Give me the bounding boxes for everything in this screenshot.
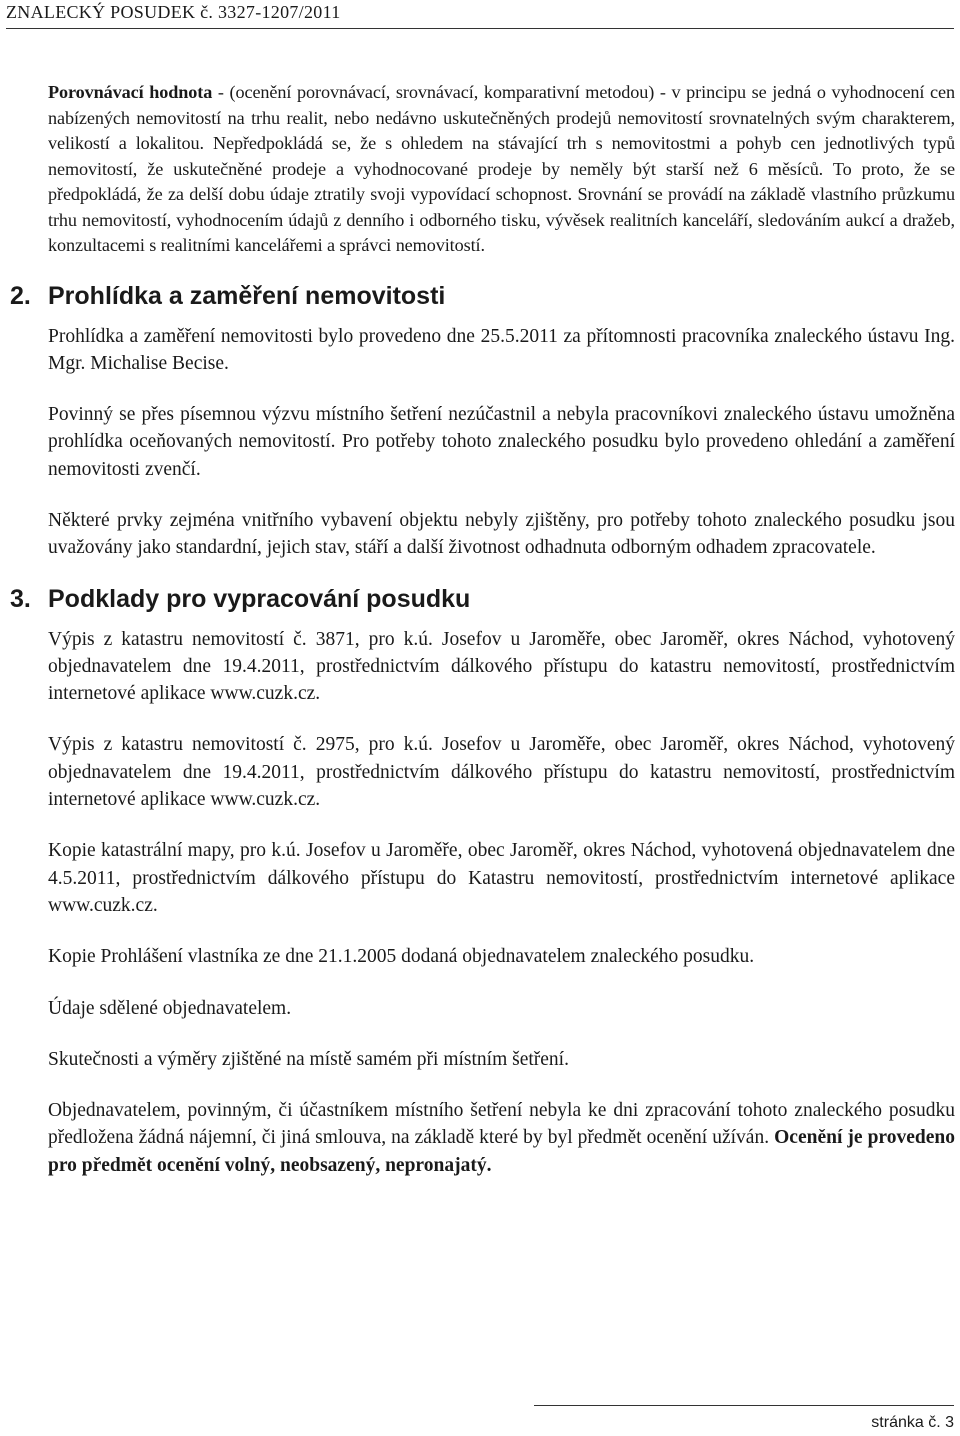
- page-number-label: stránka č. 3: [871, 1414, 954, 1431]
- page-content: [10, 80, 955, 1179]
- final-paragraph-text: Objednavatelem, povinným, či účastníkem místního šetření nebyla ke dni zpracování tohoto znaleckého posudku předložena žádná nájemní, či jiná smlouva, na základě které by byl předmět ocenění užíván.: [48, 1100, 955, 1149]
- section-2-paragraph: Povinný se přes písemnou výzvu místního šetření nezúčastnil a nebyla pracovníkovi znaleckého ústavu umožněna prohlídka oceňovaných nemovitostí. Pro potřeby tohoto znaleckého posudku bylo provedeno ohledání a zaměření nemovitosti zvenčí.: [48, 404, 955, 480]
- section-2-title: Prohlídka a zaměření nemovitosti: [48, 281, 446, 310]
- final-paragraph-bold: Ocenění je provedeno pro předmět ocenění volný, neobsazený, nepronajatý.: [48, 1127, 955, 1176]
- section-2-paragraph: Prohlídka a zaměření nemovitosti bylo provedeno dne 25.5.2011 za přítomnosti pracovníka znaleckého ústavu Ing. Mgr. Michalise Becise.: [48, 325, 955, 374]
- page-footer: [534, 1405, 954, 1432]
- section-2-paragraph: Některé prvky zejména vnitřního vybavení objektu nebyly zjištěny, pro potřeby tohoto znaleckého posudku jsou uvažovány jako standardní, jejich stav, stáří a další životnost odhadnuta odborným odhadem zpracovatele.: [48, 509, 955, 559]
- section-3-paragraph: Kopie Prohlášení vlastníka ze dne 21.1.2005 dodaná objednavatelem znaleckého posudku.: [48, 946, 755, 968]
- section-3-paragraph: Výpis z katastru nemovitostí č. 3871, pro k.ú. Josefov u Jaroměře, obec Jaroměř, okres Náchod, vyhotovený objednavatelem dne 19.4.2011, prostřednictvím dálkového přístupu do katastru nemovitostí, prostřednictvím internetové aplikace www.cuzk.cz.: [48, 628, 955, 705]
- section-3-final-paragraph: [48, 1097, 955, 1179]
- section-3-title: Podklady pro vypracování posudku: [48, 584, 471, 613]
- section-2-number: 2.: [10, 281, 31, 310]
- document-header: [6, 2, 954, 29]
- section-2-heading: [10, 281, 955, 311]
- intro-paragraph: [48, 80, 955, 259]
- section-3-heading: [10, 584, 955, 614]
- header-title: ZNALECKÝ POSUDEK č. 3327-1207/2011: [6, 2, 341, 22]
- section-3-number: 3.: [10, 584, 31, 613]
- section-3-paragraph: Kopie katastrální mapy, pro k.ú. Josefov u Jaroměře, obec Jaroměř, okres Náchod, vyhotovená objednavatelem dne 4.5.2011, prostřednictvím dálkového přístupu do Katastru nemovitostí, prostřednictvím internetové aplikace www.cuzk.cz.: [48, 840, 955, 916]
- section-3-paragraph: Údaje sdělené objednavatelem.: [48, 997, 292, 1019]
- intro-lead-rest: - (ocenění porovnávací, srovnávací, komparativní metodou) - v principu se jedná o vyhodnocení cen nabízených nemovitostí na trhu realit, nebo nedávno uskutečněných prodejů nemovitostí srovnatelných svým charakterem, velikostí a lokalitou. Nepředpokládá se, že s ohledem na stávající trh s nemovitostmi a pohyb cen jednotlivých typů nemovitostí, že uskutečněné prodeje a vyhodnocované prodeje by neměly být starší než 6 měsíců. To proto, že se předpokládá, že za delší dobu údaje ztratily svoji vypovídací schopnost. Srovnání se provádí na základě vlastního průzkumu trhu nemovitostí, vyhodnocením údajů z denního i odborného tisku, vývěsek realitních kanceláří, sledováním aukcí a dražeb, konzultacemi s realitními kancelářemi a správci nemovitostí.: [48, 82, 955, 255]
- section-3-paragraph: Skutečnosti a výměry zjištěné na místě samém při místním šetření.: [48, 1048, 569, 1070]
- intro-lead-bold: Porovnávací hodnota: [48, 82, 213, 102]
- section-3-paragraph: Výpis z katastru nemovitostí č. 2975, pro k.ú. Josefov u Jaroměře, obec Jaroměř, okres Náchod, vyhotovený objednavatelem dne 19.4.2011, prostřednictvím dálkového přístupu do katastru nemovitostí, prostřednictvím internetové aplikace www.cuzk.cz.: [48, 734, 955, 811]
